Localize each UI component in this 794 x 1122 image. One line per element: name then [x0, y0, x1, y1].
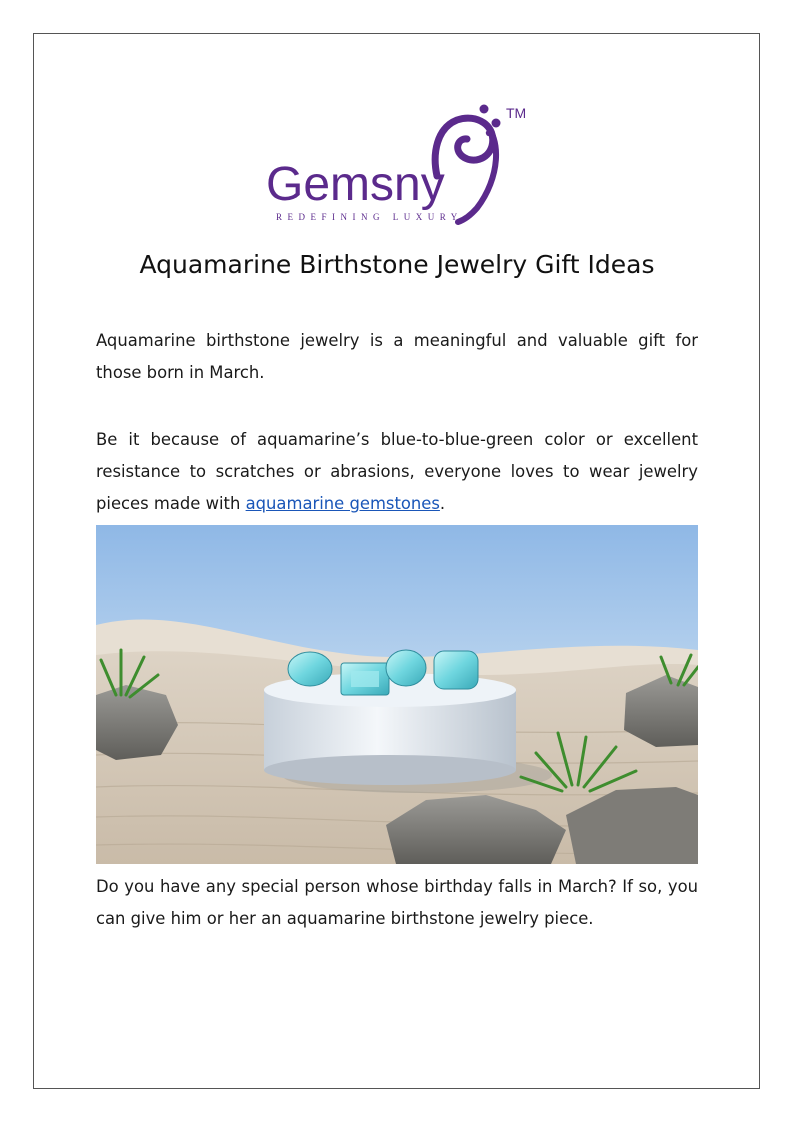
aquamarine-gemstones-link[interactable]: aquamarine gemstones [245, 494, 440, 513]
color-paragraph [96, 424, 698, 520]
color-paragraph-period: . [439, 494, 446, 513]
gemsny-logo-graphic [262, 98, 542, 228]
logo-tagline: REDEFINING LUXURY [276, 212, 463, 222]
aquamarine-scene-illustration [96, 525, 698, 864]
page-title: Aquamarine Birthstone Jewelry Gift Ideas [139, 250, 655, 279]
logo-wordmark: Gemsny [266, 158, 445, 211]
gemsny-logo [262, 98, 542, 228]
intro-paragraph: Aquamarine birthstone jewelry is a meaningful and valuable gift for those born in March. [96, 331, 698, 382]
trademark-mark: TM [506, 105, 527, 121]
gift-paragraph: Do you have any special person whose birthday falls in March? If so, you can give him or her an aquamarine birthstone jewelry piece. [96, 877, 698, 928]
aquamarine-gems-photo [96, 525, 698, 864]
color-paragraph-text: Be it because of aquamarine’s blue-to-blue-green color or excellent resistance to scratches or abrasions, everyone loves to wear jewelry pieces made with [96, 430, 698, 513]
